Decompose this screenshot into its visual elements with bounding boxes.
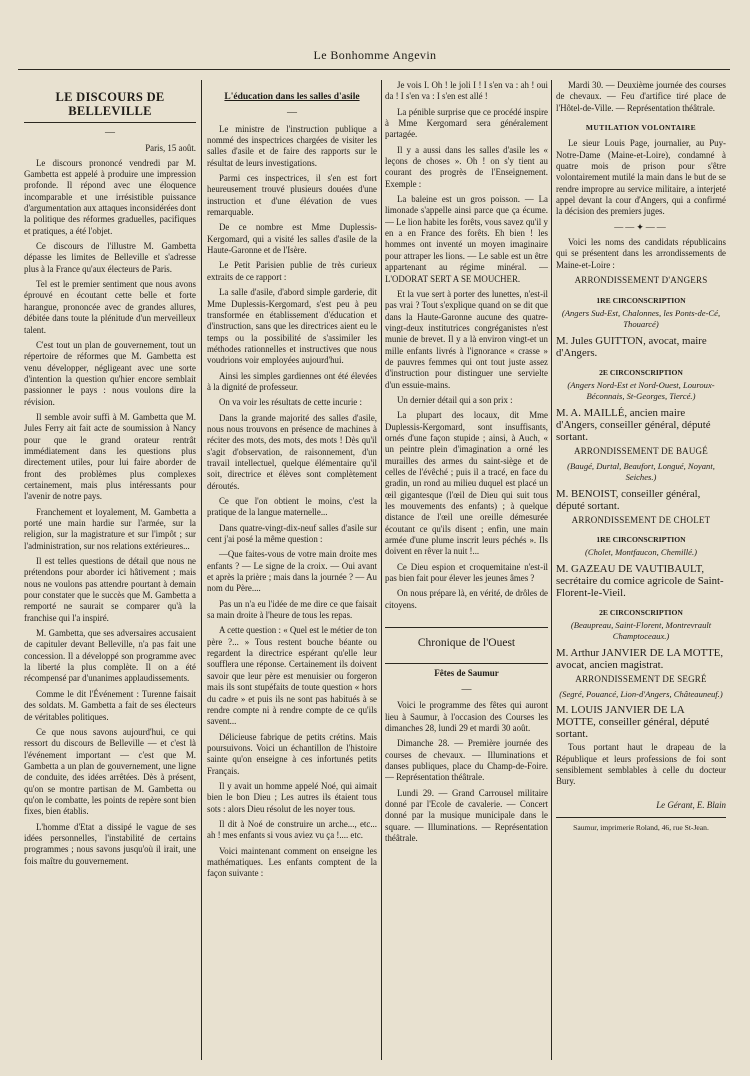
candidate: M. Jules GUITTON, avocat, maire d'Angers. xyxy=(556,334,707,359)
paragraph: Délicieuse fabrique de petits crétins. Mais poursuivons. Voici un échantillon de l'histoire sainte qu'on enseigne à ces infortunés petits Français. xyxy=(207,731,377,776)
cantons-list: (Segré, Pouancé, Lion-d'Angers, Châteauneuf.) xyxy=(559,689,723,699)
paragraph: Le sieur Louis Page, journalier, au Puy-Notre-Dame (Maine-et-Loire), condamné à quatre mois de prison pour s'être volontairement mutilé la main dans le but de se rendre impropre au service militaire, a interjeté appel devant la cour d'Angers, qui a confirmé la décision des premiers juges. xyxy=(556,138,726,217)
article-title: L'éducation dans les salles d'asile xyxy=(224,92,360,102)
divider: — xyxy=(461,683,472,695)
paragraph: Il y a aussi dans les salles d'asile les « leçons de choses ». Oh ! on s'y tient au courant des progrès de l'Enseignement. Exemple : xyxy=(385,144,548,189)
paragraph: Dans quatre-vingt-dix-neuf salles d'asile sur cent j'ai posé la même question : xyxy=(207,522,377,545)
column-3 xyxy=(385,80,548,1070)
paragraph: Il semble avoir suffi à M. Gambetta que M. Jules Ferry ait fait acte de soumission à Nancy pour que le grand orateur rentrât immédiatement dans les questions plus directement utiles, pour lui faire aborder de front des problèmes plus complexes certainement, mais plus intéressants pour l'avenir de notre pays. xyxy=(24,411,196,502)
circonscription-heading: 1RE CIRCONSCRIPTION xyxy=(596,295,686,305)
cantons-list: (Cholet, Montfaucon, Chemillé.) xyxy=(585,547,697,558)
paragraph: Il dit à Noé de construire un arche..., etc... ah ! mes enfants si vous aviez vu ça !.... etc. xyxy=(207,818,377,841)
paragraph: Voici maintenant comment on enseigne les mathématiques. Les enfants comptent de la façon suivante : xyxy=(207,845,377,879)
circonscription-heading: 1RE CIRCONSCRIPTION xyxy=(596,534,686,544)
paragraph: Dans la grande majorité des salles d'asile, nous nous trouvons en présence de machines à réciter des mots, des mots, des mots ! Dès qu'il s'agit d'observation, de raisonnement, d'un travail intellectuel, quelque élémentaire qu'il soit, directrice et élèves sont complètement déroutés. xyxy=(207,412,377,491)
paragraph: Franchement et loyalement, M. Gambetta a porté une main hardie sur l'armée, sur la religion, sur la magistrature et sur l'impôt ; sur l'administration, sur nos relations extérieures... xyxy=(24,506,196,551)
column-2 xyxy=(207,80,377,1070)
arrondissement-heading: ARRONDISSEMENT D'ANGERS xyxy=(574,275,708,286)
paragraph: Ce que l'on obtient le moins, c'est la pratique de la langue maternelle... xyxy=(207,496,377,518)
paragraph: Ce Dieu espion et croquemitaine n'est-il pas bien fait pour élever les jeunes âmes ? xyxy=(385,561,548,584)
paragraph: La plupart des locaux, dit Mme Duplessis-Kergomard, sont insuffisants, ornés d'une façon stupide ; ainsi, à Auch, « un peintre plein d'imagination a orné les murailles des armes du saint-siège et de celles de l'évêché ; puis il a tracé, en face du gradin, un rond au milieu duquel est placé un œil gigantesque (l'œil de Dieu qui suit tous les mouvements des enfants) ; à quelque distance de l'œil une oreille démesurée écoutant ce qu'ils disent ; enfin, une main armée d'une plume inscrit leurs péchés ». Ils doivent en rêver la nuit !... xyxy=(385,410,548,557)
arrondissement-heading: ARRONDISSEMENT DE SEGRÉ xyxy=(575,673,707,684)
gerant-signature: Le Gérant, E. Blain xyxy=(656,799,726,810)
cantons-list: (Beaupreau, Saint-Florent, Montrevrault Champtoceaux.) xyxy=(570,619,712,642)
paragraph: Et la vue sert à porter des lunettes, n'est-il pas vrai ? Tout s'explique quand on se dit que dans la Haute-Garonne aucune des quatre-vingt-deux institutrices congréganistes n'est munie de brevet. Il y a là environ vingt-et un mille enfants livrés à l'ignorance « crasse » de pauvres femmes qui ont tout juste assez d'instruction pour distinguer une servielte d'un essuie-mains. xyxy=(385,288,548,390)
paragraph: Voici le programme des fêtes qui auront lieu à Saumur, à l'occasion des Courses les dimanches 28, lundi 29 et mardi 30 août. xyxy=(385,700,548,733)
column-rule xyxy=(201,80,202,1060)
paragraph: Ce que nous savons aujourd'hui, ce qui ressort du discours de Belleville — et c'est là l'événement important — c'est que M. Gambetta a un plan de gouvernement, une ligne de conduite, des idées arrêtées. Dès à présent, qu'on se montre partisan de M. Gambetta ou qu'on le combatte, les points de repère sont bien fixes, bien établis. xyxy=(24,726,196,817)
paragraph: On nous prépare là, en vérité, de drôles de citoyens. xyxy=(385,588,548,610)
paragraph: Comme le dit l'Événement : Turenne faisait des soldats. M. Gambetta a fait de ses électeurs de véritables politiques. xyxy=(24,688,196,722)
paragraph: Il est telles questions de détail que nous ne prétendons pour aborder ici hâtivement ; mais nous ne voulons pas attendre pourtant à demain pour constater que le succès que M. Gambetta a remporté ne saurait se comparer qu'à la franchise qui l'a inspiré. xyxy=(24,556,196,623)
paragraph: Un dernier détail qui a son prix : xyxy=(397,394,513,405)
paragraph: Tel est le premier sentiment que nous avons éprouvé en écoutant cette belle et forte harangue, prononcée avec de grandes allures, débitée dans toute la plénitude d'un merveilleux talent. xyxy=(24,279,196,335)
circonscription-heading: 2E CIRCONSCRIPTION xyxy=(599,367,683,377)
ornament-divider: ——✦—— xyxy=(614,221,668,232)
chronicle-section xyxy=(385,627,548,664)
paragraph: La pénible surprise que ce procédé inspire à Mme Kergomard sera généralement partagée. xyxy=(385,106,548,140)
candidate: M. Arthur JANVIER DE LA MOTTE, avocat, ancien magistrat. xyxy=(556,646,724,671)
candidate: M. BENOIST, conseiller général, député sortant. xyxy=(556,487,701,512)
candidate: M. GAZEAU DE VAUTIBAULT, secrétaire du comice agricole de Saint-Florent-le-Vieil. xyxy=(556,562,724,599)
cantons-list: (Baugé, Durtal, Beaufort, Longué, Noyant, Seiches.) xyxy=(567,460,715,483)
divider: — xyxy=(105,127,115,138)
printer-line: Saumur, imprimerie Roland, 46, rue St-Jean. xyxy=(556,817,726,833)
paragraph: L'homme d'Etat a dissipé le vague de ses idées personnelles, l'instabilité de certains programmes ; nous savons jusqu'où il irait, une fois maître du gouvernement. xyxy=(24,821,196,866)
paragraph: De ce nombre est Mme Duplessis-Kergomard, qui a visité les salles d'asile de la Haute-Garonne et de l'Isère. xyxy=(207,222,377,256)
dateline: Paris, 15 août. xyxy=(145,143,196,154)
chronicle-title: Chronique de l'Ouest xyxy=(417,637,516,650)
paragraph: Parmi ces inspectrices, il s'en est fort heureusement trouvé plusieurs douées d'une instruction et d'une élévation de vues remarquable. xyxy=(207,173,377,218)
paragraph: Dimanche 28. — Première journée des courses de chevaux. — Illuminations et danses publiques, place du Champ-de-Foire. — Représentation théâtrale. xyxy=(385,738,548,783)
paragraph: Le Petit Parisien publie de très curieux extraits de ce rapport : xyxy=(207,260,377,282)
arrondissement-heading: ARRONDISSEMENT DE BAUGÉ xyxy=(574,445,708,456)
paragraph: Mardi 30. — Deuxième journée des courses de chevaux. — Feu d'artifice tiré place de l'Hôtel-de-Ville. — Représentation théâtrale. xyxy=(556,80,726,113)
paragraph: Le discours prononcé vendredi par M. Gambetta est appelé à produire une impression profonde. Il répond avec une éloquence incomparable et une irrésistible puissance d'argumentation aux attaques inconsidérées dont la politique des réformes graduelles, pacifiques et pratiques, a été l'objet. xyxy=(24,157,196,236)
candidate: M. A. MAILLÉ, ancien maire d'Angers, conseiller général, député sortant. xyxy=(556,406,711,443)
cantons-list: (Angers Nord-Est et Nord-Ouest, Louroux-Béconnais, St-Georges, Tiercé.) xyxy=(567,379,715,402)
arrondissement-heading: ARRONDISSEMENT DE CHOLET xyxy=(571,514,711,525)
circonscription-heading: 2E CIRCONSCRIPTION xyxy=(599,607,683,617)
paragraph: Voici les noms des candidats républicains qui se présentent dans les arrondissements de Maine-et-Loire : xyxy=(556,237,726,270)
article-title: LE DISCOURS DE BELLEVILLE xyxy=(24,80,196,123)
top-rule xyxy=(18,69,730,70)
paragraph: Le ministre de l'instruction publique a nommé des inspectrices chargées de visiter les salles d'asile et de faire des rapports sur le résultat de leurs investigations. xyxy=(207,123,377,168)
column-rule xyxy=(551,80,552,1060)
paragraph: La salle d'asile, d'abord simple garderie, dit Mme Duplessis-Kergomard, s'est peu à peu transformée en établissement d'éducation et d'instruction, sans que les directrices aient eu le temps ou la possibilité de s'assimiler les méthodes rationnelles et instructives que nous voudrions voir employées aujourd'hui. xyxy=(207,287,377,366)
paragraph: Pas un n'a eu l'idée de me dire ce que faisait sa main droite à l'heure de tous les repas. xyxy=(207,598,377,621)
section-title: MUTILATION VOLONTAIRE xyxy=(585,123,697,133)
fetes-title: Fêtes de Saumur xyxy=(434,668,499,679)
divider: — xyxy=(287,107,297,119)
paragraph: Je vois I. Oh ! le joli I ! I s'en va : ah ! oui da ! I s'en va : I s'en est allé ! xyxy=(385,80,548,102)
paragraph: C'est tout un plan de gouvernement, tout un répertoire de réformes que M. Gambetta est venu développer, négligeant avec une sorte d'intention la question qu'hier encore semblait passionner le pays : nous voulons dire la révision. xyxy=(24,339,196,407)
candidate: M. LOUIS JANVIER DE LA MOTTE, conseiller général, député sortant. xyxy=(556,704,710,741)
masthead: Le Bonhomme Angevin xyxy=(313,48,437,62)
paragraph: M. Gambetta, que ses adversaires accusaient de capituler devant Belleville, n'a pas fait une concession. Il a développé son programme avec la liberté la plus complète. Il on a été récompensé par d'unanimes applaudissements. xyxy=(24,628,196,684)
paragraph: Tous portant haut le drapeau de la République et leurs professions de foi sont sensiblement semblables à celle du docteur Bury. xyxy=(556,742,726,787)
paragraph: A cette question : « Quel est le métier de ton père ?... » Tous restent bouche béante ou regardent la directrice espérant qu'elle leur soufflera une réponse. Certainement ils doivent savoir que leur père est menuisier ou forgeron mais ils sont stupéfaits de toute question « hors du cadre » et puis ils ne sont pas habitués à se rendre compte ni à rendre compte de ce qu'ils savent... xyxy=(207,625,377,727)
paragraph: Ainsi les simples gardiennes ont été élevées à la dignité de professeur. xyxy=(207,370,377,392)
column-4 xyxy=(556,80,726,1070)
column-1 xyxy=(24,80,196,1070)
cantons-list: (Angers Sud-Est, Chalonnes, les Ponts-de-Cé, Thouarcé) xyxy=(561,307,721,330)
paragraph: Il y avait un homme appelé Noé, qui aimait bien le bon Dieu ; Les autres ils étaient tous sots : alors Dieu résolut de les noyer tous. xyxy=(207,780,377,814)
paragraph: La baleine est un gros poisson. — La limonade s'appelle ainsi parce que ça écume. — Le lion habite les forêts, vous savez qu'il y en a en France des forêts. Eh bien ! les hommes ont inventé un moyen imaginaire pour attraper les lions. — Le sable est un être appartenant au régime minéral. — L'ODORAT SERT A SE MOUCHER. xyxy=(385,194,548,284)
column-rule xyxy=(381,80,382,1060)
paragraph: Lundi 29. — Grand Carrousel militaire donné par l'Ecole de cavalerie. — Concert donné par la musique municipale dans le square. — Illuminations. — Représentation théâtrale. xyxy=(385,787,548,843)
paragraph: —Que faites-vous de votre main droite mes enfants ? — Le signe de la croix. — Oui avant et après la prière ; mais dans la journée ? — Au nom du Père.... xyxy=(207,549,377,594)
paragraph: Ce discours de l'illustre M. Gambetta dépasse les limites de Belleville et s'adresse plus à la France qu'aux électeurs de Paris. xyxy=(24,241,196,274)
paragraph: On va voir les résultats de cette incurie : xyxy=(219,397,362,408)
